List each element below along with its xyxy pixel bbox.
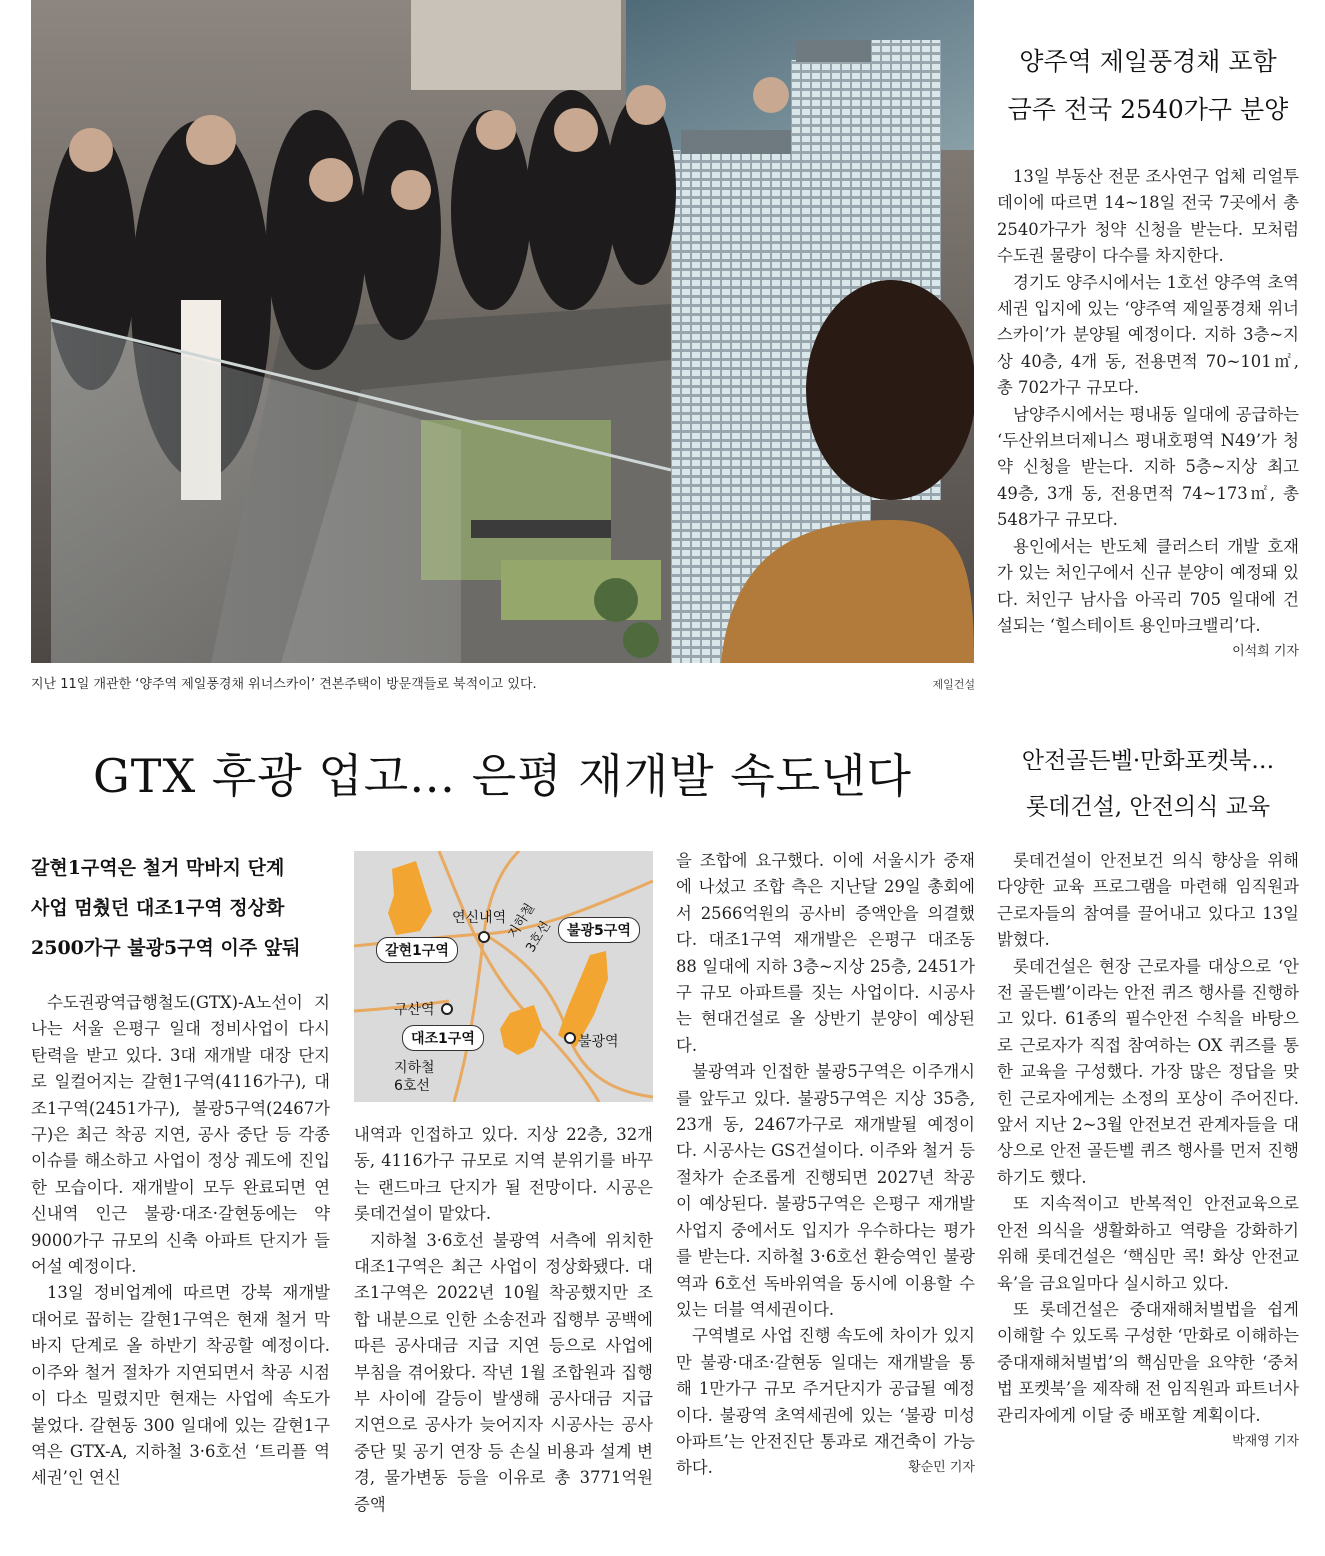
main-column-1: 수도권광역급행철도(GTX)-A노선이 지나는 서울 은평구 일대 정비사업이 다시 탄력을 받고 있다. 3대 재개발 대장 단지로 일컬어지는 갈현1구역(4116가구), 대조1구역(2451가구), 불광5구역(2467가구)은 최근 착공 지연, 공사 중단 등 각종 이슈를 해소하고 사업이 정상 궤도에 진입한 모습이다. 재개발이 모두 완료되면 연신내역 인근 불광·대조·갈현동에는 약 9000가구 규모의 신축 아파트 단지가 들어설 예정이다. 13일 정비업계에 따르면 강북 재개발 대어로 꼽히는 갈현1구역은 현재 철거 막바지 단계로 올 하반기 착공할 예정이다. 이주와 철거 절차가 지연되면서 착공 시점이 다소 밀렸지만 현재는 사업에 속도가 붙었다. 갈현동 300 일대에 있는 갈현1구역은 GTX-A, 지하철 3·6호선 ‘트리플 역세권’인 연신 xyxy=(31,993,330,1488)
map-tag-daejo: 대조1구역 xyxy=(402,1025,484,1051)
side-story-body: 롯데건설이 안전보건 의식 향상을 위해 다양한 교육 프로그램을 마련해 임직원과 근로자들의 참여를 끌어내고 있다고 13일 밝혔다. 롯데건설은 현장 근로자를 대상으로 ‘안전 골든벨’이라는 안전 퀴즈 행사를 진행하고 있다. 61종의 필수안전 수칙을 바탕으로 근로자가 직접 참여하는 OX 퀴즈를 통한 교육을 구성했다. 가장 많은 정답을 맞힌 근로자에게는 소정의 포상이 주어진다. 앞서 지난 2~3월 안전보건 관계자들을 대상으로 안전 골든벨 퀴즈 행사를 먼저 진행하기도 했다. 또 지속적이고 반복적인 안전교육으로 안전 의식을 생활화하고 역량을 강화하기 위해 롯데건설은 ‘핵심만 콕! 화상 안전교육’을 금요일마다 실시하고 있다. 또 롯데건설은 중대재해처벌법을 쉽게 이해할 수 있도록 구성한 ‘만화로 이해하는 중대재해처벌법’의 핵심만을 요약한 ‘중처법 포켓북’을 제작해 전 임직원과 파트너사 관리자에게 이달 중 배포할 계획이다. 박재영 기자 xyxy=(997,848,1299,1455)
main-headline: GTX 후광 업고… 은평 재개발 속도낸다 xyxy=(93,749,912,803)
top-story-byline: 이석희 기자 xyxy=(1232,644,1299,660)
model-house-photo xyxy=(31,0,974,663)
top-story-body: 13일 부동산 전문 조사연구 업체 리얼투데이에 따르면 14~18일 전국 7곳에서 총 2540가구가 청약 신청을 받는다. 모처럼 수도권 물량이 다수를 차지한다. 경기도 양주시에서는 1호선 양주역 초역세권 입지에 있는 ‘양주역 제일풍경채 위너스카이’가 분양될 예정이다. 지하 3층~지상 40층, 4개 동, 전용면적 70~101㎡, 총 702가구 규모다. 남양주시에서는 평내동 일대에 공급하는 ‘두산위브더제니스 평내호평역 N49’가 청약 신청을 받는다. 지하 5층~지상 최고 49층, 3개 동, 전용면적 74~173㎡, 총 548가구 규모다. 용인에서는 반도체 클러스터 개발 호재가 있는 처인구에서 신규 분양이 예정돼 있다. 처인구 남사읍 아곡리 705 일대에 건설되는 ‘힐스테이트 용인마크밸리’다. 이석희 기자 xyxy=(997,164,1299,666)
map-label-bulgwang: 불광역 xyxy=(578,1034,619,1050)
map-label-line3: 지하철 xyxy=(505,901,539,942)
top-story-headline: 양주역 제일풍경채 포함 금주 전국 2540가구 분양 xyxy=(1007,47,1289,124)
map-label-line3-b: 3호선 xyxy=(523,918,554,956)
map-tag-bulgwang5: 불광5구역 xyxy=(558,917,640,943)
daejo-zone xyxy=(500,1005,542,1055)
main-column-3: 을 조합에 요구했다. 이에 서울시가 중재에 나섰고 조합 측은 지난달 29일 총회에서 2566억원의 공사비 증액안을 의결했다. 대조1구역 재개발은 은평구 대조동 88 일대에 지하 3층~지상 25층, 2451가구 규모 아파트를 짓는 사업이다. 시공사는 현대건설로 올 상반기 분양이 예상된다. 불광역과 인접한 불광5구역은 이주개시를 앞두고 있다. 불광5구역은 지상 35층, 23개 동, 2467가구로 재개발될 예정이다. 시공사는 GS건설이다. 이주와 철거 등 절차가 순조롭게 진행되면 2027년 착공이 예상된다. 불광5구역은 은평구 재개발 사업지 중에서도 입지가 우수하다는 평가를 받는다. 지하철 3·6호선 환승역인 불광역과 6호선 독바위역을 동시에 이용할 수 있는 더블 역세권이다. 구역별로 사업 진행 속도에 차이가 있지만 불광·대조·갈현동 일대는 재개발을 통해 1만가구 규모 주거단지가 공급될 예정이다. 불광역 초역세권에 있는 ‘불광 미성아파트’는 안전진단 통과로 재건축이 가능하다. 황순민 기자 xyxy=(676,848,975,1482)
side-story-headline: 안전골든벨·만화포켓북… 롯데건설, 안전의식 교육 xyxy=(1021,748,1275,820)
main-subheads: 갈현1구역은 철거 막바지 단계 사업 멈췄던 대조1구역 정상화 2500가구 불광5구역 이주 앞둬 xyxy=(31,857,301,959)
map-label-gusan: 구산역 xyxy=(394,1002,435,1018)
side-story-byline: 박재영 기자 xyxy=(1232,1433,1299,1449)
main-story-byline: 황순민 기자 xyxy=(908,1460,975,1476)
photo-credit: 제일건설 xyxy=(932,678,975,691)
map-label-line6: 지하철 xyxy=(394,1060,435,1076)
photo-caption: 지난 11일 개관한 ‘양주역 제일풍경채 위너스카이’ 견본주택이 방문객들로 북적이고 있다. xyxy=(31,677,537,692)
main-column-2: 내역과 인접하고 있다. 지상 22층, 32개 동, 4116가구 규모로 지역 분위기를 바꾸는 랜드마크 단지가 될 전망이다. 시공은 롯데건설이 맡았다. 지하철 3·6호선 불광역 서측에 위치한 대조1구역은 최근 사업이 정상화됐다. 대조1구역은 2022년 10월 착공했지만 조합 내분으로 인한 소송전과 집행부 공백에 따른 공사대금 지급 지연 등으로 사업에 부침을 겪어왔다. 작년 1월 조합원과 집행부 사이에 갈등이 발생해 공사대금 지급 지연으로 공사가 늦어지자 시공사는 공사 중단 및 공기 연장 등 손실 비용과 설계 변경, 물가변동 등을 이유로 총 3771억원 증액 xyxy=(354,1125,653,1514)
galhyeon-zone xyxy=(388,861,432,935)
map-label-line6-b: 6호선 xyxy=(394,1078,430,1094)
map-label-yeonsinnae: 연신내역 xyxy=(452,910,507,926)
redevelopment-map xyxy=(354,851,653,1102)
map-tag-galhyeon: 갈현1구역 xyxy=(376,937,458,963)
